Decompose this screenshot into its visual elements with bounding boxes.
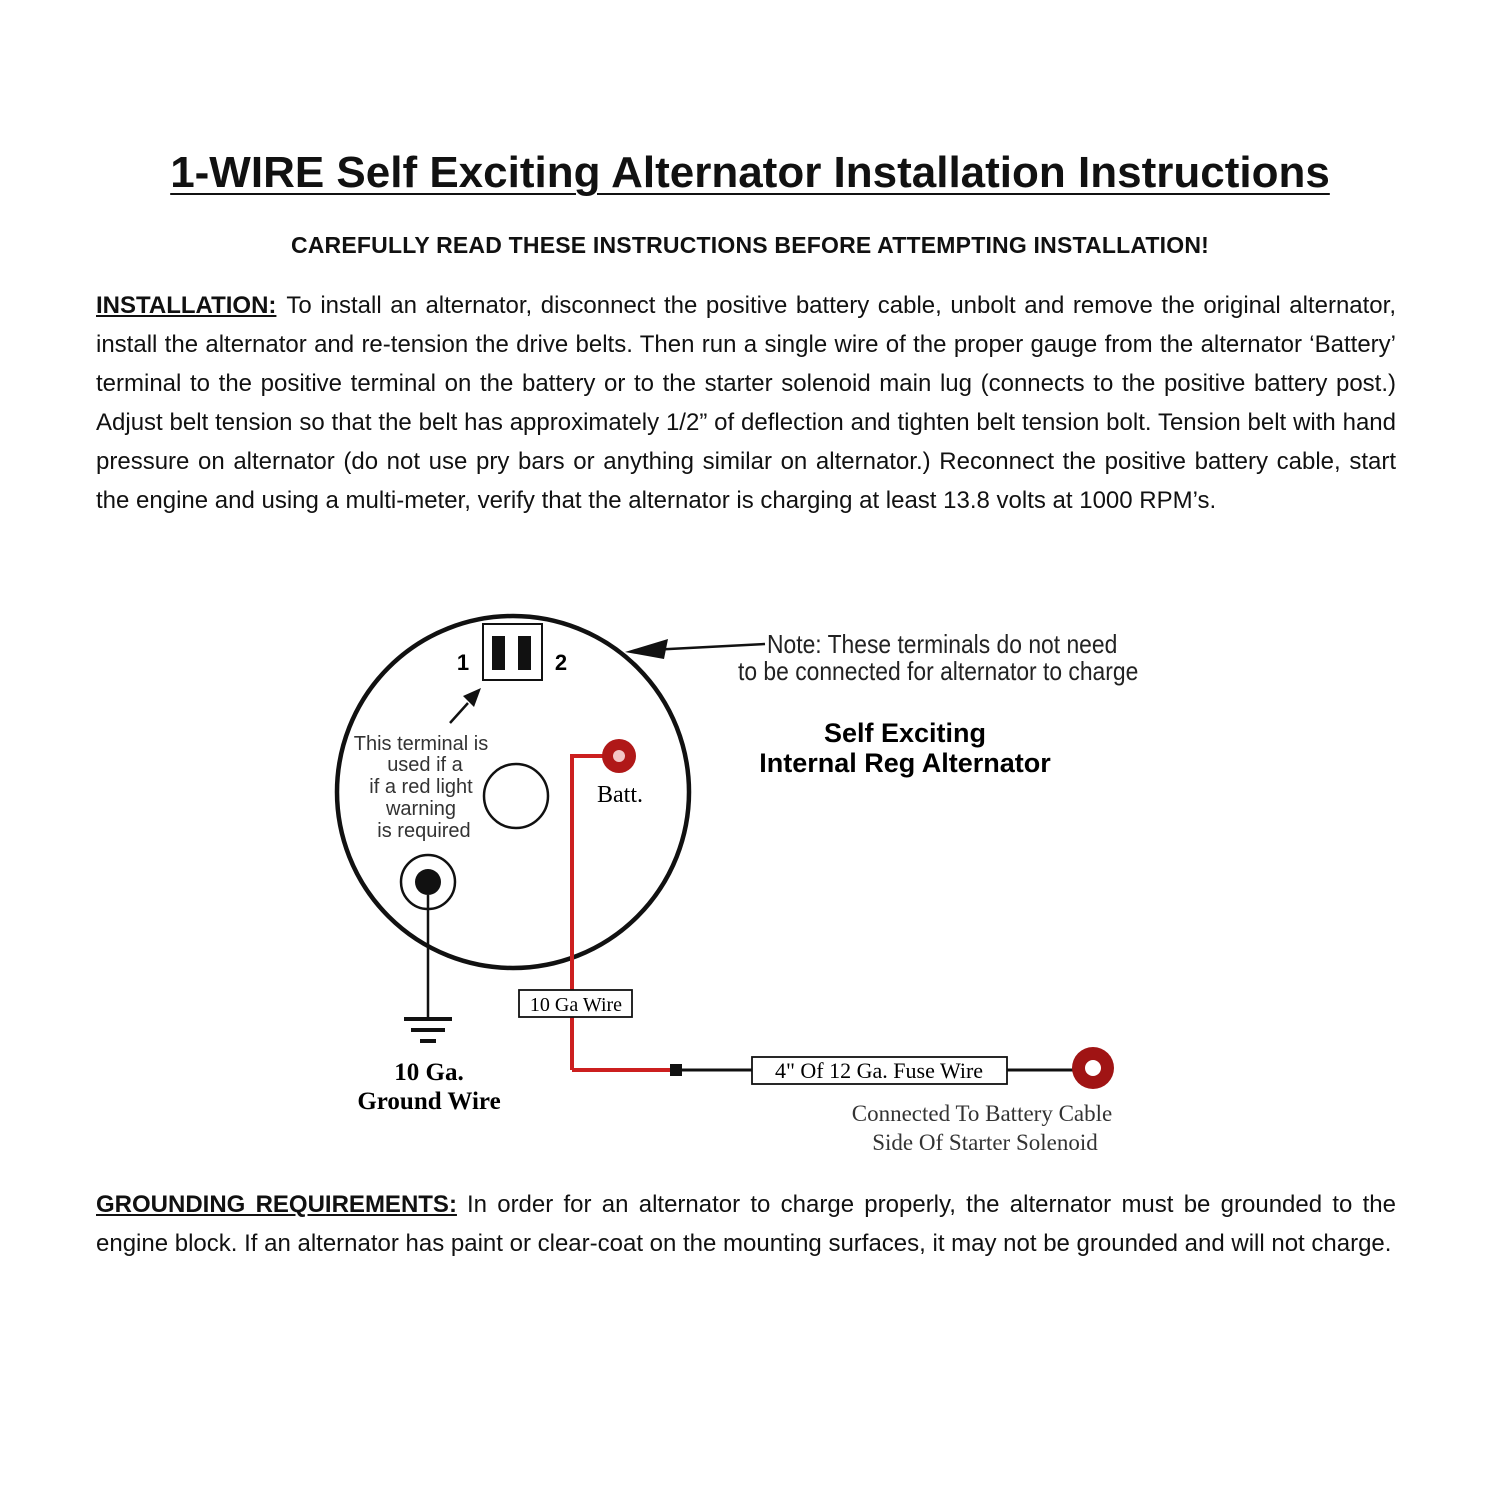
- grounding-heading: GROUNDING REQUIREMENTS:: [96, 1191, 457, 1218]
- alternator-title-line-2: Internal Reg Alternator: [759, 748, 1051, 778]
- ground-label-line-1: 10 Ga.: [394, 1059, 464, 1086]
- batt-label: Batt.: [597, 782, 643, 808]
- warning-note-line-2: used if a: [387, 754, 463, 776]
- fuse-link-connector: [670, 1064, 682, 1076]
- alternator-title-line-1: Self Exciting: [823, 718, 987, 748]
- warning-arrow-line: [450, 703, 468, 723]
- terminal-plug-box: [483, 624, 542, 680]
- alternator-center-hole: [484, 764, 548, 828]
- grounding-text: In order for an alternator to charge properly, the alternator must be grounded to the engine block. If an alternator has paint or clear-coat on the mounting surfaces, it may not be grounded and will not charge.: [96, 1191, 1396, 1257]
- warning-note-line-3: if a red light: [369, 776, 473, 798]
- warning-subtitle: CAREFULLY READ THESE INSTRUCTIONS BEFORE ATTEMPTING INSTALLATION!: [290, 232, 1210, 258]
- note-text-line-1: Note: These terminals do not need: [766, 630, 1118, 660]
- grounding-paragraph: [96, 1185, 1396, 1263]
- wire-gauge-label: 10 Ga Wire: [529, 994, 623, 1016]
- fuse-wire-label: 4" Of 12 Ga. Fuse Wire: [774, 1058, 984, 1083]
- solenoid-label-line-1: Connected To Battery Cable: [851, 1101, 1113, 1126]
- warning-terminal-note: [354, 733, 488, 842]
- page-title-text: 1-WIRE Self Exciting Alternator Installation Instructions: [170, 148, 1330, 197]
- page-title: [0, 148, 1500, 198]
- warning-note-line-1: This terminal is: [353, 733, 489, 755]
- ground-terminal-stud: [415, 869, 441, 895]
- ground-label-line-2: Ground Wire: [357, 1088, 501, 1115]
- terminal-1-label: 1: [456, 650, 470, 675]
- solenoid-label-line-2: Side Of Starter Solenoid: [872, 1130, 1098, 1155]
- installation-paragraph: [96, 286, 1396, 520]
- batt-terminal-stud: [613, 750, 625, 762]
- terminal-2-label: 2: [554, 650, 568, 675]
- note-arrow-head: [625, 639, 668, 659]
- warning-note-line-4: warning: [385, 798, 457, 820]
- wiring-diagram: [0, 580, 1500, 1170]
- note-arrow-line: [650, 644, 765, 650]
- terminal-pin-2: [518, 636, 531, 670]
- warning-note-line-5: is required: [377, 820, 471, 842]
- installation-heading: INSTALLATION:: [96, 292, 277, 319]
- solenoid-terminal-stud: [1085, 1060, 1101, 1076]
- installation-text: To install an alternator, disconnect the positive battery cable, unbolt and remove the original alternator, install the alternator and re-tension the drive belts. Then run a single wire of the proper gauge from the alternator ‘Battery’ terminal to the positive terminal on the battery or to the starter solenoid main lug (connects to the positive battery post.) Adjust belt tension so that the belt has approximately 1/2” of deflection and tighten belt tension bolt. Tension belt with hand pressure on alternator (do not use pry bars or anything similar on alternator.) Reconnect the positive battery cable, start the engine and using a multi-meter, verify that the alternator is charging at least 13.8 volts at 1000 RPM’s.: [96, 292, 1396, 514]
- note-text-line-2: to be connected for alternator to charge: [738, 657, 1139, 687]
- terminal-pin-1: [492, 636, 505, 670]
